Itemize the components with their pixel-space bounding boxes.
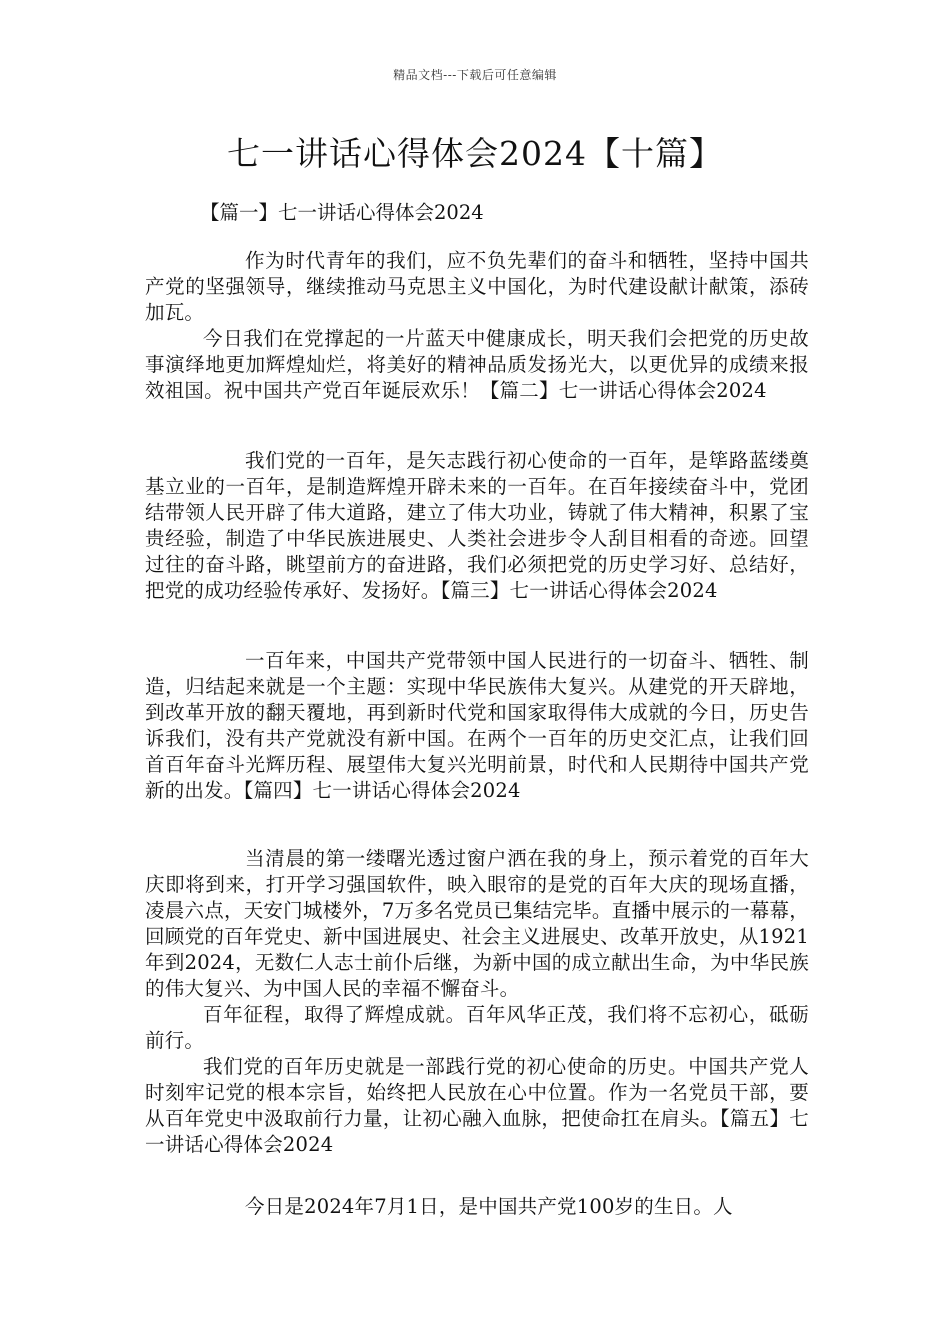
paragraph-block-5 [145, 1194, 809, 1220]
paragraph: 当清晨的第一缕曙光透过窗户洒在我的身上，预示着党的百年大庆即将到来，打开学习强国软件，映入眼帘的是党的百年大庆的现场直播，凌晨六点，天安门城楼外，7万多名党员已集结完毕。直播中展示的一幕幕，回顾党的百年党史、新中国进展史、社会主义进展史、改革开放史，从1921年到2024，无数仁人志士前仆后继，为新中国的成立献出生命，为中华民族的伟大复兴、为中国人民的幸福不懈奋斗。 [145, 847, 809, 1000]
paragraph: 今日是2024年7月1日，是中国共产党100岁的生日。人 [245, 1195, 733, 1218]
page-title: 七一讲话心得体会2024【十篇】 [227, 134, 723, 173]
paragraph: 今日我们在党撑起的一片蓝天中健康成长，明天我们会把党的历史故事演绎地更加辉煌灿烂，将美好的精神品质发扬光大，以更优异的成绩来报效祖国。祝中国共产党百年诞辰欢乐！【篇二】七一讲话心得体会2024 [145, 327, 809, 402]
paragraph: 一百年来，中国共产党带领中国人民进行的一切奋斗、牺牲、制造，归结起来就是一个主题：实现中华民族伟大复兴。从建党的开天辟地，到改革开放的翻天覆地，再到新时代党和国家取得伟大成就的今日，历史告诉我们，没有共产党就没有新中国。在两个一百年的历史交汇点，让我们回首百年奋斗光辉历程、展望伟大复兴光明前景，时代和人民期待中国共产党新的出发。【篇四】七一讲话心得体会2024 [145, 649, 809, 802]
paragraph-block-2 [145, 448, 809, 604]
paragraph: 作为时代青年的我们，应不负先辈们的奋斗和牺牲，坚持中国共产党的坚强领导，继续推动马克思主义中国化，为时代建设献计献策，添砖加瓦。 [145, 249, 809, 324]
paragraph-block-4 [145, 846, 809, 1158]
paragraph: 百年征程，取得了辉煌成就。百年风华正茂，我们将不忘初心，砥砺前行。 [145, 1003, 809, 1052]
paragraph-block-3 [145, 648, 809, 804]
paragraph-block-1 [145, 248, 809, 404]
paragraph: 我们党的一百年，是矢志践行初心使命的一百年，是筚路蓝缕奠基立业的一百年，是制造辉煌开辟未来的一百年。在百年接续奋斗中，党团结带领人民开辟了伟大道路，建立了伟大功业，铸就了伟大精神，积累了宝贵经验，制造了中华民族进展史、人类社会进步令人刮目相看的奇迹。回望过往的奋斗路，眺望前方的奋进路，我们必须把党的历史学习好、总结好，把党的成功经验传承好、发扬好。【篇三】七一讲话心得体会2024 [145, 449, 809, 602]
paragraph: 我们党的百年历史就是一部践行党的初心使命的历史。中国共产党人时刻牢记党的根本宗旨，始终把人民放在心中位置。作为一名党员干部，要从百年党史中汲取前行力量，让初心融入血脉，把使命扛在肩头。【篇五】七一讲话心得体会2024 [145, 1055, 809, 1156]
header-note: 精品文档---下载后可任意编辑 [393, 68, 557, 82]
section-heading: 【篇一】七一讲话心得体会2024 [200, 201, 484, 224]
